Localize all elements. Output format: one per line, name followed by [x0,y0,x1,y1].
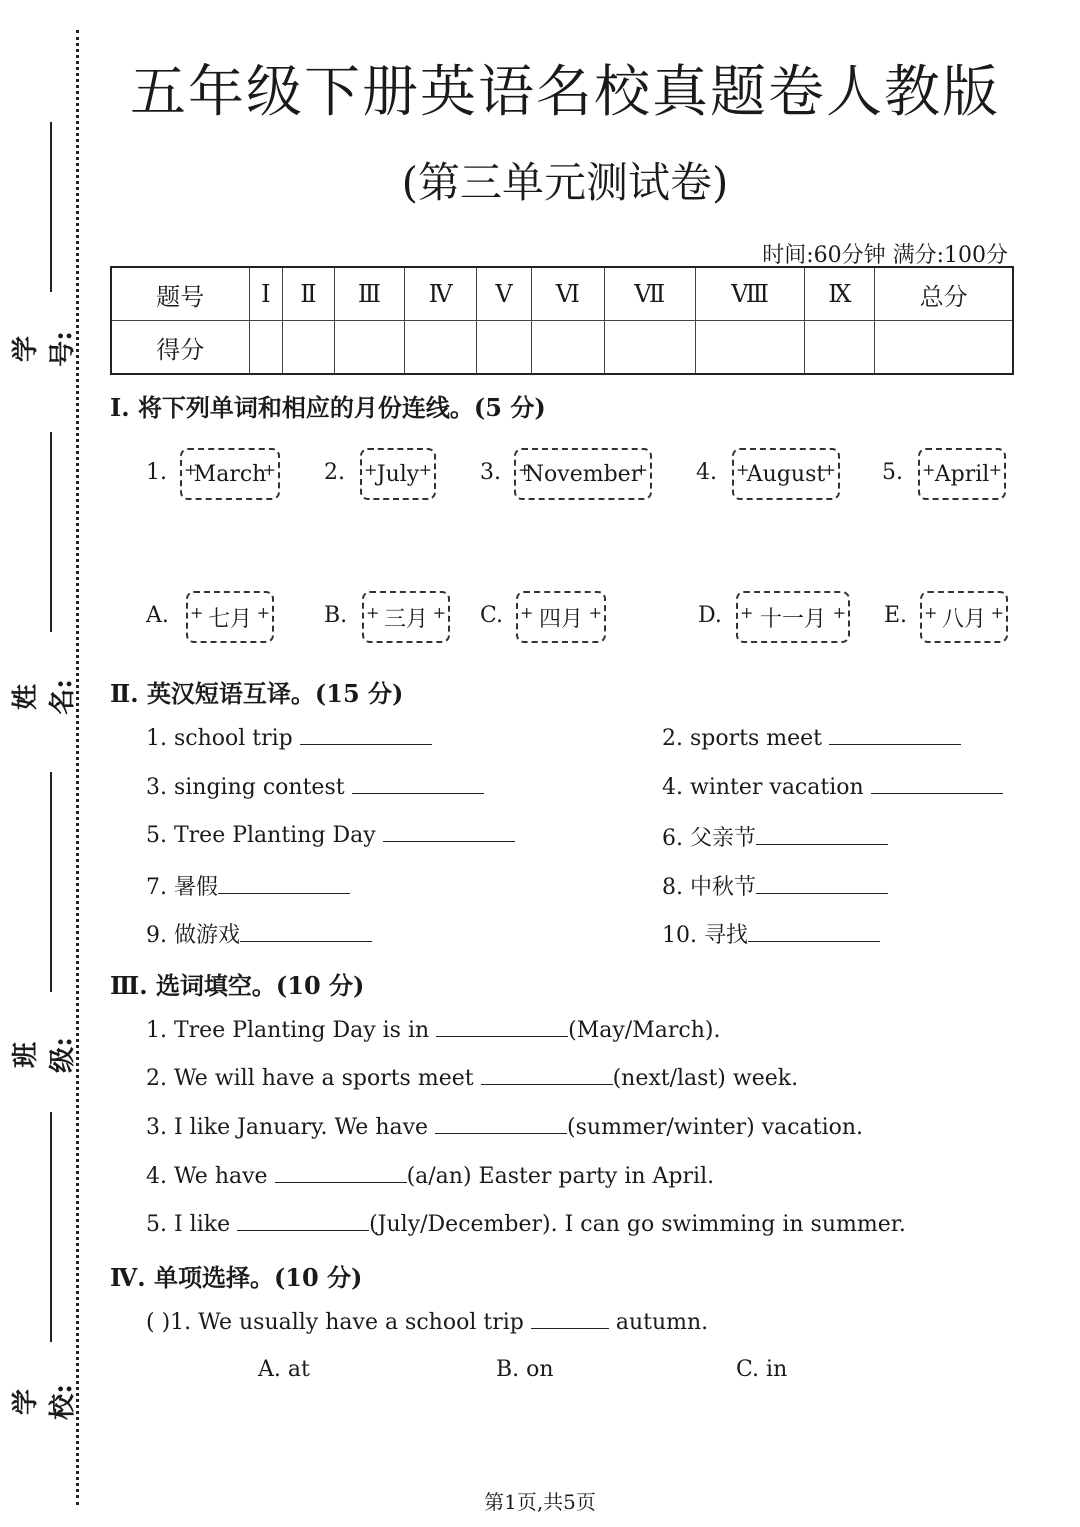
fill-text-before: 5. I like [146,1212,231,1237]
answer-blank[interactable] [352,773,484,794]
answer-blank[interactable] [218,873,350,894]
score-header-cell: 总分 [875,267,1013,321]
fill-text-before: 4. We have [146,1164,268,1189]
choice-question [146,1308,708,1335]
score-header-cell: 题号 [111,267,249,321]
match-number: 2. [324,460,345,485]
answer-blank[interactable] [436,1016,568,1037]
phrase-item [662,821,888,852]
option-b[interactable]: B. on [496,1357,554,1382]
score-cell[interactable] [604,321,695,375]
phrase-item [662,773,1003,800]
section-2-heading: Ⅱ. 英汉短语互译。(15 分) [110,679,404,708]
match-month-box[interactable]: + 三月 + [362,591,450,643]
score-header-cell: Ⅶ [604,267,695,321]
score-header-cell: Ⅰ [249,267,282,321]
score-cell[interactable] [875,321,1013,375]
phrase-text: 8. 中秋节 [662,875,756,900]
phrase-item [662,724,961,751]
fill-item [146,1016,720,1043]
phrase-text: 10. 寻找 [662,923,748,948]
question-text-after: autumn. [615,1310,709,1335]
section-3-heading: Ⅲ. 选词填空。(10 分) [110,971,365,1000]
phrase-item [146,821,515,848]
answer-blank[interactable] [481,1064,613,1085]
answer-blank[interactable] [240,921,372,942]
match-month-box[interactable]: + 八月 + [920,591,1008,643]
match-word-box[interactable]: + March + [180,448,280,500]
section-1-heading: Ⅰ. 将下列单词和相应的月份连线。(5 分) [110,393,546,422]
phrase-text: 6. 父亲节 [662,826,756,851]
section-4-heading: Ⅳ. 单项选择。(10 分) [110,1263,363,1292]
student-id-line [50,122,52,292]
answer-blank[interactable] [756,824,888,845]
phrase-item [662,918,880,949]
score-row [111,321,1013,375]
option-c[interactable]: C. in [736,1357,788,1382]
match-number: 4. [696,460,717,485]
fill-item [146,1162,714,1189]
score-header-cell: Ⅵ [531,267,604,321]
fill-text-before: 2. We will have a sports meet [146,1066,474,1091]
match-number: 5. [882,460,903,485]
student-id-label: 学号: [11,331,78,367]
score-cell[interactable] [249,321,282,375]
page-title: 五年级下册英语名校真题卷人教版 [130,60,1000,125]
phrase-text: 1. school trip [146,726,293,751]
phrase-text: 7. 暑假 [146,875,218,900]
option-a[interactable]: A. at [258,1357,310,1382]
phrase-text: 5. Tree Planting Day [146,823,376,848]
answer-blank[interactable] [237,1210,369,1231]
fill-text-after: (summer/winter) vacation. [567,1115,864,1140]
match-word-box[interactable]: + November + [514,448,652,500]
match-letter: D. [698,603,722,628]
answer-blank[interactable] [829,724,961,745]
score-row-label: 得分 [111,321,249,375]
answer-blank[interactable] [748,921,880,942]
match-number: 3. [480,460,501,485]
score-header-cell: Ⅸ [805,267,875,321]
fill-item [146,1064,798,1091]
match-letter: B. [324,603,348,628]
match-month-box[interactable]: + 七月 + [186,591,274,643]
answer-paren[interactable]: ( ) [146,1310,171,1335]
match-letter: A. [146,603,169,628]
score-header-cell: Ⅴ [477,267,532,321]
answer-blank[interactable] [275,1162,407,1183]
phrase-item [146,773,484,800]
phrase-item [146,918,372,949]
score-cell[interactable] [531,321,604,375]
answer-blank[interactable] [871,773,1003,794]
phrase-item [662,870,888,901]
match-number: 1. [146,460,167,485]
phrase-item [146,724,432,751]
phrase-text: 2. sports meet [662,726,822,751]
score-cell[interactable] [805,321,875,375]
page-number: 第1页,共5页 [484,1490,596,1514]
match-month-box[interactable]: + 十一月 + [736,591,850,643]
score-header-cell: Ⅲ [334,267,404,321]
score-header-row [111,267,1013,321]
match-letter: E. [884,603,908,628]
score-cell[interactable] [477,321,532,375]
time-info: 时间:60分钟 满分:100分 [762,243,1008,268]
question-text-before: 1. We usually have a school trip [170,1310,524,1335]
binding-dashed-line [76,30,79,1505]
answer-blank [531,1308,609,1329]
score-header-cell: Ⅷ [695,267,804,321]
fill-text-after: (May/March). [568,1018,721,1043]
class-line [50,772,52,992]
score-cell[interactable] [695,321,804,375]
phrase-item [146,870,350,901]
fill-text-after: (July/December). I can go swimming in summer. [369,1212,906,1237]
score-header-cell: Ⅳ [404,267,476,321]
phrase-text: 3. singing contest [146,775,345,800]
match-word-box[interactable]: + August + [732,448,840,500]
fill-item [146,1210,906,1237]
score-header-cell: Ⅱ [283,267,335,321]
page-subtitle: (第三单元测试卷) [401,158,729,207]
match-letter: C. [480,603,504,628]
answer-blank[interactable] [435,1113,567,1134]
class-label: 班级: [11,1037,78,1073]
match-word-box[interactable]: + July + [360,448,436,500]
fill-text-after: (next/last) week. [612,1066,799,1091]
school-line [50,1112,52,1342]
fill-text-after: (a/an) Easter party in April. [406,1164,715,1189]
school-label: 学校: [11,1384,78,1420]
score-cell[interactable] [334,321,404,375]
phrase-text: 4. winter vacation [662,775,864,800]
name-label: 姓名: [11,679,78,715]
answer-blank[interactable] [383,821,515,842]
score-table [110,266,1014,375]
phrase-text: 9. 做游戏 [146,923,240,948]
match-month-box[interactable]: + 四月 + [516,591,606,643]
name-line [50,432,52,632]
match-word-box[interactable]: + April + [918,448,1006,500]
score-cell[interactable] [283,321,335,375]
fill-text-before: 3. I like January. We have [146,1115,429,1140]
fill-item [146,1113,863,1140]
answer-blank[interactable] [756,873,888,894]
answer-blank[interactable] [300,724,432,745]
score-cell[interactable] [404,321,476,375]
fill-text-before: 1. Tree Planting Day is in [146,1018,430,1043]
